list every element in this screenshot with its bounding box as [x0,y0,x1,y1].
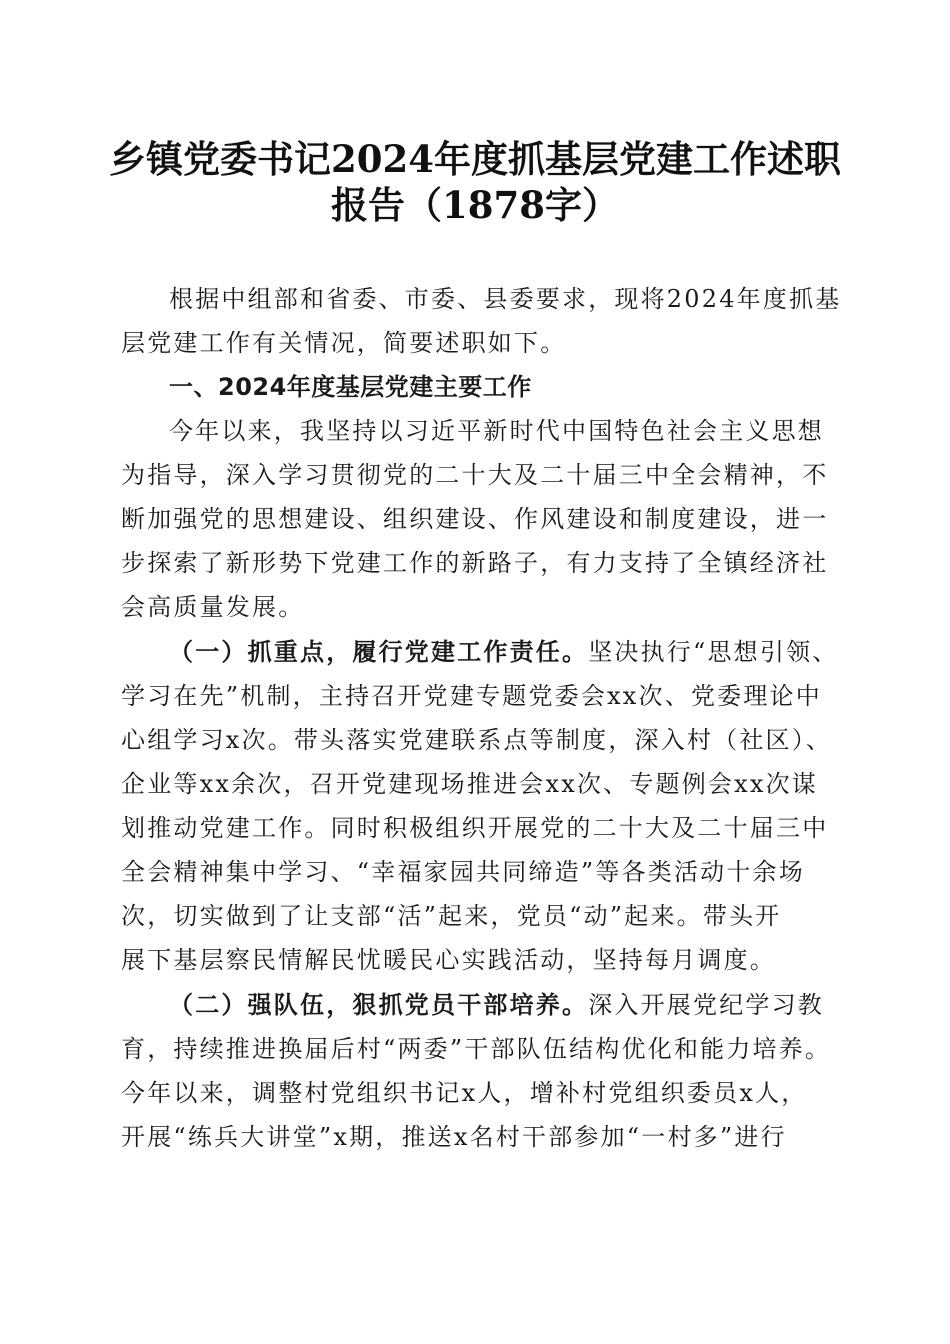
paragraph-line: 展下基层察民情解民忧暖民心实践活动，坚持每月调度。 [121,946,776,974]
paragraph-line: 开展“练兵大讲堂”x期，推送x名村干部参加“一村多”进行 [121,1123,787,1151]
intro-line: 层党建工作有关情况，简要述职如下。 [121,329,567,357]
item-1-text: 坚决执行“思想引领、 [588,638,839,666]
paragraph-line: 次，切实做到了让支部“活”起来，党员“动”起来。带头开 [121,902,782,930]
paragraph-line: 断加强党的思想建设、组织建设、作风建设和制度建设，进一 [121,505,829,533]
document-title-line-2: 报告（1878字） [331,183,619,227]
paragraph-line: 学习在先”机制，主持召开党建专题党委会xx次、党委理论中 [121,682,822,710]
paragraph-line: 为指导，深入学习贯彻党的二十大及二十届三中全会精神，不 [121,461,829,489]
document-title-line-1: 乡镇党委书记2024年度抓基层党建工作述职 [109,137,841,181]
paragraph-line: 今年以来，我坚持以习近平新时代中国特色社会主义思想 [169,417,824,445]
item-1-title: （一）抓重点，履行党建工作责任。 [169,637,589,666]
paragraph-line: 会高质量发展。 [121,593,305,621]
item-2-text: 深入开展党纪学习教 [588,991,825,1019]
item-2-title: （二）强队伍，狠抓党员干部培养。 [169,990,589,1019]
intro-line: 根据中组部和省委、市委、县委要求，现将2024年度抓基 [169,285,842,313]
paragraph-line: 划推动党建工作。同时积极组织开展党的二十大及二十届三中 [121,814,829,842]
paragraph-line: 全会精神集中学习、“幸福家园共同缔造”等各类活动十余场 [121,858,805,886]
item-1-first-line [169,637,841,667]
paragraph-line: 育，持续推进换届后村“两委”干部队伍结构优化和能力培养。 [121,1035,832,1063]
paragraph-line: 心组学习x次。带头落实党建联系点等制度，深入村（社区）、 [121,726,833,754]
paragraph-line: 步探索了新形势下党建工作的新路子，有力支持了全镇经济社 [121,549,829,577]
section-heading: 一、2024年度基层党建主要工作 [169,373,532,401]
paragraph-line: 今年以来，调整村党组织书记x人，增补村党组织委员x人， [121,1079,808,1107]
paragraph-line: 企业等xx余次，召开党建现场推进会xx次、专题例会xx次谋 [121,770,819,798]
item-2-first-line [169,990,841,1020]
